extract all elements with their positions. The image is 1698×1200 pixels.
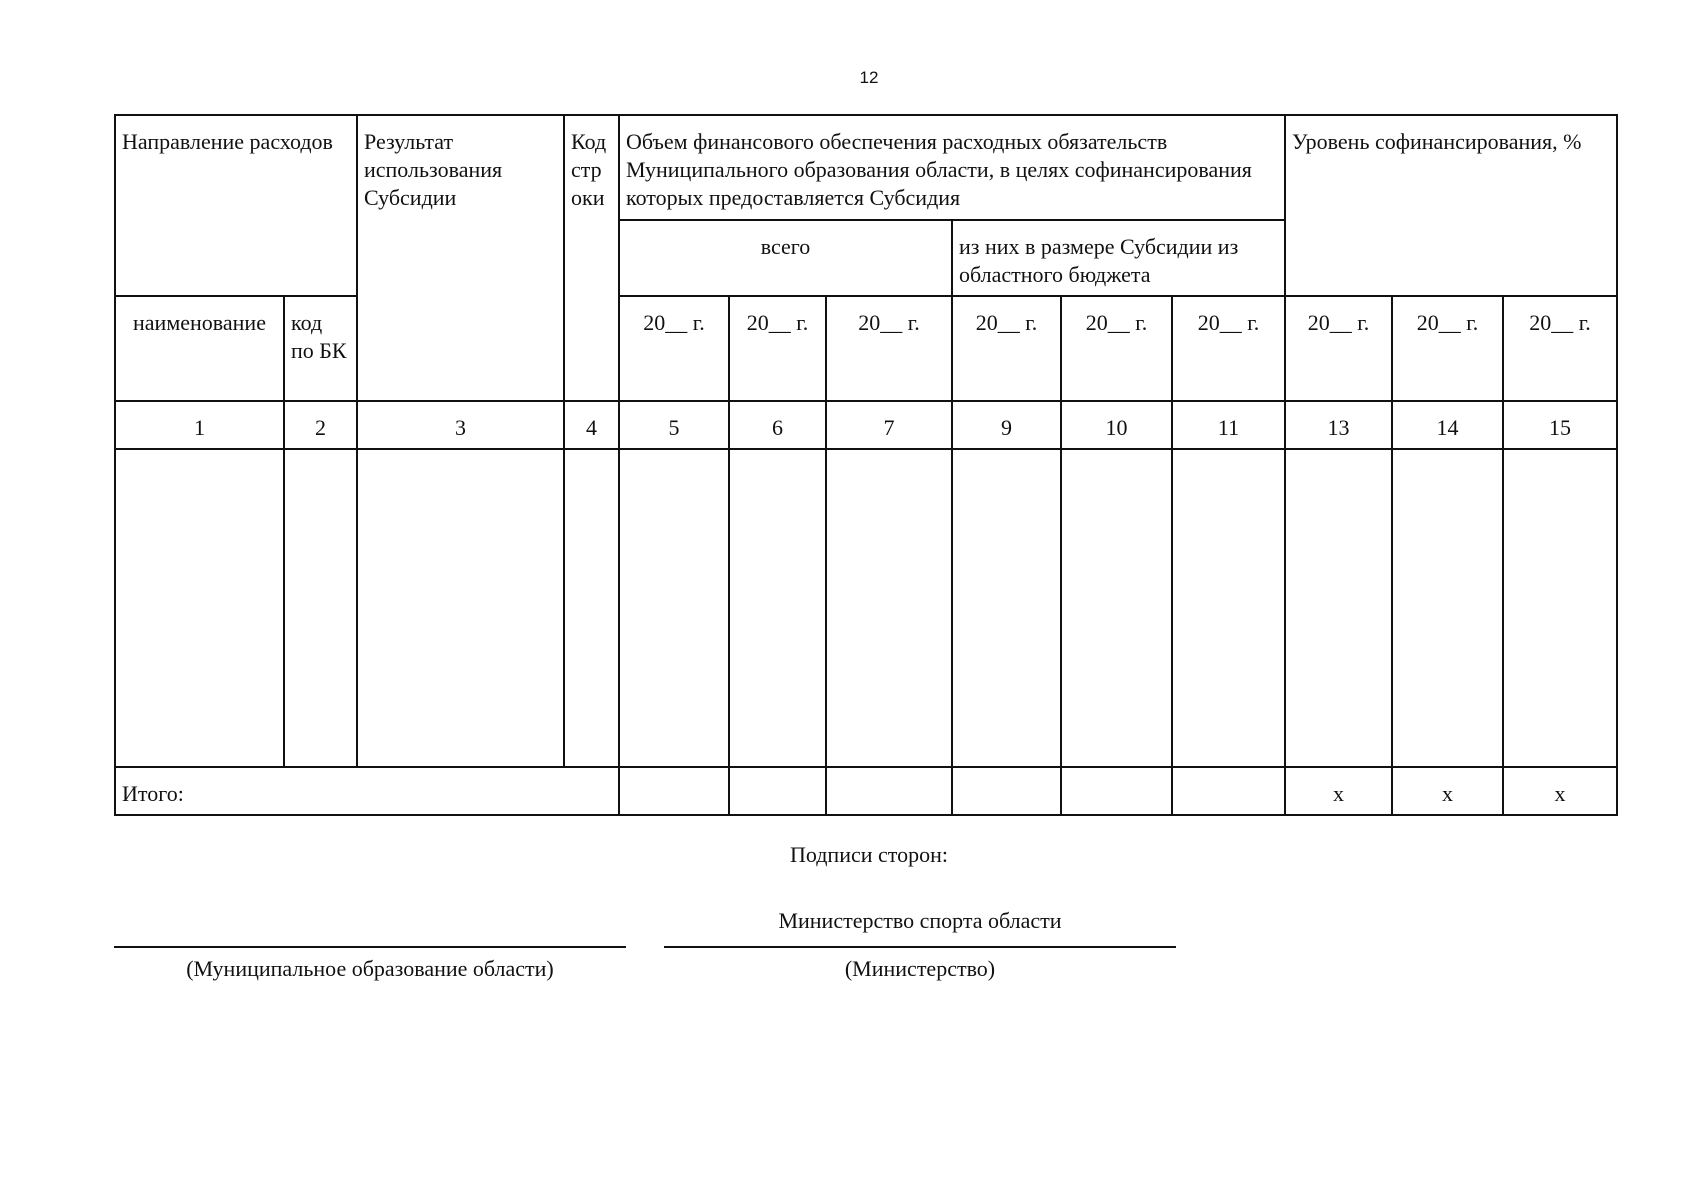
total-label: Итого:	[115, 767, 619, 815]
table-cell[interactable]	[1285, 449, 1392, 767]
total-cell[interactable]	[952, 767, 1061, 815]
header-year: 20__ г.	[729, 296, 826, 401]
header-year: 20__ г.	[1503, 296, 1617, 401]
table-cell[interactable]	[619, 449, 729, 767]
header-subsidy-part: из них в размере Субсидии из областного бюджета	[952, 220, 1285, 296]
header-bk-code: код по БК	[284, 296, 357, 401]
column-number: 3	[357, 401, 564, 449]
column-number: 11	[1172, 401, 1285, 449]
table-cell[interactable]	[564, 449, 619, 767]
column-number: 1	[115, 401, 284, 449]
header-year: 20__ г.	[619, 296, 729, 401]
header-year: 20__ г.	[1285, 296, 1392, 401]
table-cell[interactable]	[1061, 449, 1172, 767]
table-cell[interactable]	[1172, 449, 1285, 767]
ministry-name: Министерство спорта области	[778, 908, 1062, 933]
column-number: 14	[1392, 401, 1503, 449]
table-cell[interactable]	[729, 449, 826, 767]
table-cell[interactable]	[1392, 449, 1503, 767]
column-number: 4	[564, 401, 619, 449]
total-row	[115, 767, 1617, 815]
ministry-signature-line	[664, 946, 1176, 948]
header-year: 20__ г.	[826, 296, 952, 401]
table-cell[interactable]	[115, 449, 284, 767]
header-row-3	[115, 296, 1617, 401]
header-result: Результат использования Субсидии	[357, 115, 564, 401]
total-cell[interactable]	[619, 767, 729, 815]
header-name: наименование	[115, 296, 284, 401]
page-number: 12	[859, 68, 879, 87]
header-cofinancing: Уровень софинансирования, %	[1285, 115, 1617, 296]
header-year: 20__ г.	[1392, 296, 1503, 401]
total-cell[interactable]	[1061, 767, 1172, 815]
column-number: 13	[1285, 401, 1392, 449]
signatures-title: Подписи сторон:	[789, 842, 948, 867]
table-cell[interactable]	[826, 449, 952, 767]
table-cell[interactable]	[284, 449, 357, 767]
total-x-mark: x	[1503, 767, 1617, 815]
header-direction: Направление расходов	[115, 115, 357, 296]
financing-table	[114, 114, 1618, 816]
column-number: 9	[952, 401, 1061, 449]
column-number-row	[115, 401, 1617, 449]
column-number: 5	[619, 401, 729, 449]
column-number: 6	[729, 401, 826, 449]
total-x-mark: x	[1392, 767, 1503, 815]
header-volume: Объем финансового обеспечения расходных обязательств Муниципального образования области, в целях софинансирования которых предоставляется Субсидия	[619, 115, 1285, 220]
column-number: 2	[284, 401, 357, 449]
table-cell[interactable]	[357, 449, 564, 767]
header-row-code: Код стр оки	[564, 115, 619, 401]
total-cell[interactable]	[1172, 767, 1285, 815]
municipality-caption: (Муниципальное образование области)	[186, 956, 554, 981]
total-cell[interactable]	[729, 767, 826, 815]
ministry-caption: (Министерство)	[844, 956, 996, 981]
header-year: 20__ г.	[1061, 296, 1172, 401]
header-total: всего	[619, 220, 952, 296]
column-number: 10	[1061, 401, 1172, 449]
data-row	[115, 449, 1617, 767]
column-number: 15	[1503, 401, 1617, 449]
header-year: 20__ г.	[952, 296, 1061, 401]
table-cell[interactable]	[952, 449, 1061, 767]
header-year: 20__ г.	[1172, 296, 1285, 401]
header-row-1	[115, 115, 1617, 220]
total-cell[interactable]	[826, 767, 952, 815]
table-cell[interactable]	[1503, 449, 1617, 767]
total-x-mark: x	[1285, 767, 1392, 815]
column-number: 7	[826, 401, 952, 449]
municipality-signature-line	[114, 946, 626, 948]
